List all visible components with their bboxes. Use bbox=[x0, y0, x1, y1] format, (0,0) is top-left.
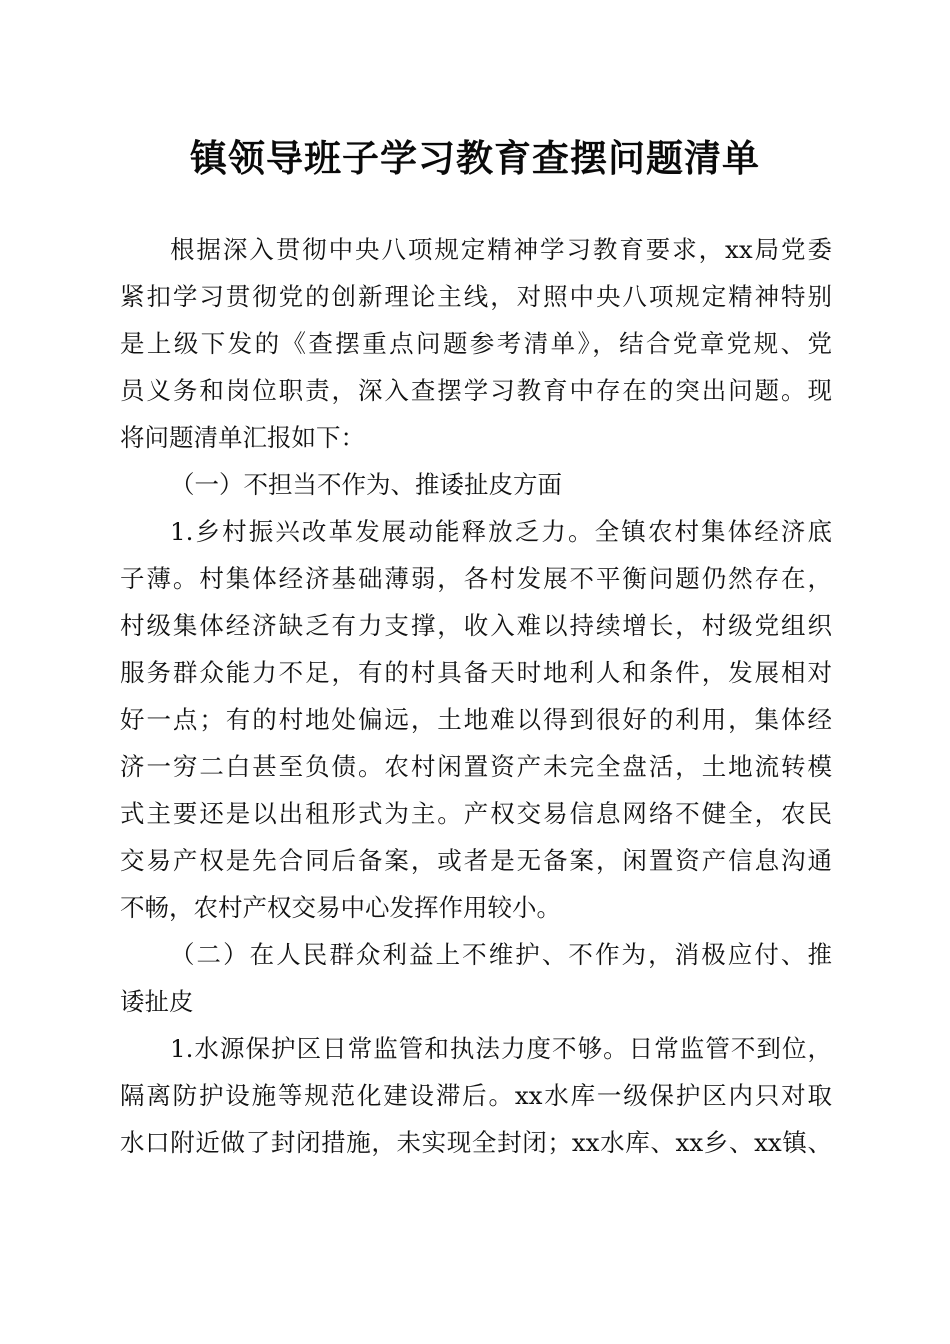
item-1-line-4: 服务群众能力不足，有的村具备天时地利人和条件，发展相对 bbox=[120, 658, 832, 687]
document-title: 镇领导班子学习教育查摆问题清单 bbox=[190, 136, 760, 180]
item-1-line-5: 好一点；有的村地处偏远，土地难以得到很好的利用，集体经 bbox=[120, 705, 832, 734]
item-1-line-1: 1.乡村振兴改革发展动能释放乏力。全镇农村集体经济底 bbox=[170, 517, 832, 546]
item-1-line-6: 济一穷二白甚至负债。农村闲置资产未完全盘活，土地流转模 bbox=[120, 752, 832, 781]
item-1-line-7: 式主要还是以出租形式为主。产权交易信息网络不健全，农民 bbox=[120, 799, 832, 828]
intro-line-5: 将问题清单汇报如下： bbox=[120, 423, 365, 452]
intro-line-2: 紧扣学习贯彻党的创新理论主线，对照中央八项规定精神特别 bbox=[120, 282, 832, 311]
section-heading-2-line-2: 诿扯皮 bbox=[120, 987, 194, 1016]
item-2-line-2: 隔离防护设施等规范化建设滞后。xx水库一级保护区内只对取 bbox=[120, 1081, 832, 1110]
intro-line-3: 是上级下发的《查摆重点问题参考清单》，结合党章党规、党 bbox=[120, 329, 832, 358]
item-1-line-9: 不畅，农村产权交易中心发挥作用较小。 bbox=[120, 893, 561, 922]
intro-line-1: 根据深入贯彻中央八项规定精神学习教育要求，xx局党委 bbox=[170, 235, 832, 264]
item-2-line-3: 水口附近做了封闭措施，未实现全封闭；xx水库、xx乡、xx镇、 bbox=[120, 1128, 832, 1157]
section-heading-2-line-1: （二）在人民群众利益上不维护、不作为，消极应付、推 bbox=[170, 940, 832, 969]
section-heading-1: （一）不担当不作为、推诿扯皮方面 bbox=[170, 470, 562, 499]
document-body bbox=[120, 226, 832, 1166]
item-1-line-3: 村级集体经济缺乏有力支撑，收入难以持续增长，村级党组织 bbox=[120, 611, 832, 640]
intro-line-4: 员义务和岗位职责，深入查摆学习教育中存在的突出问题。现 bbox=[120, 376, 832, 405]
item-2-line-1: 1.水源保护区日常监管和执法力度不够。日常监管不到位， bbox=[170, 1034, 832, 1063]
item-1-line-2: 子薄。村集体经济基础薄弱，各村发展不平衡问题仍然存在， bbox=[120, 564, 832, 593]
item-1-line-8: 交易产权是先合同后备案，或者是无备案，闲置资产信息沟通 bbox=[120, 846, 832, 875]
